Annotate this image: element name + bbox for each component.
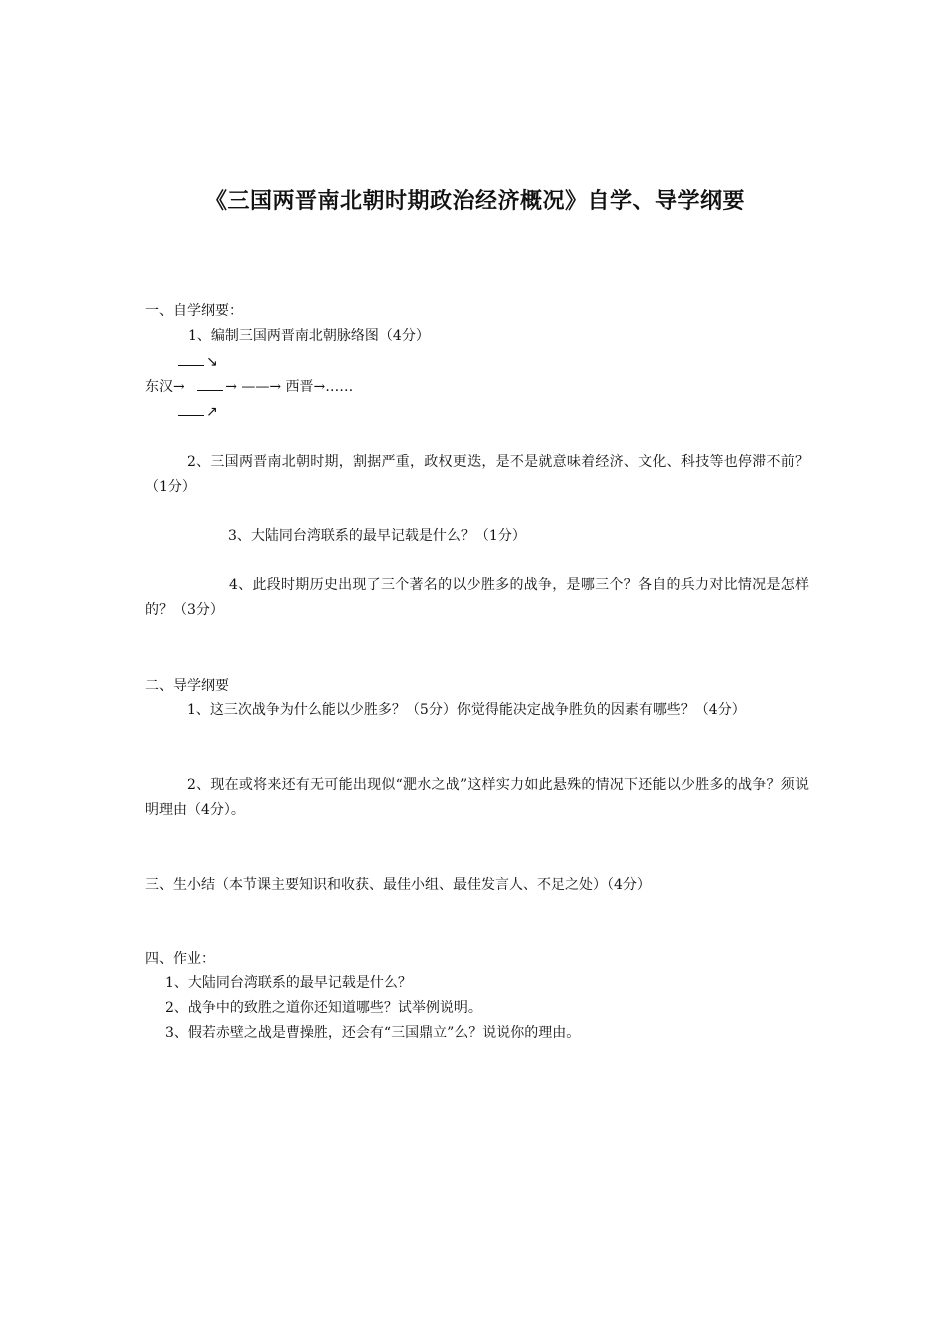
- section2-heading: 二、导学纲要: [145, 678, 229, 694]
- document-title: 《三国两晋南北朝时期政治经济概况》自学、导学纲要: [204, 188, 745, 214]
- section1-heading: 一、自学纲要：: [145, 303, 243, 319]
- section1-question-1: 1、编制三国两晋南北朝脉络图（4分）: [188, 328, 430, 344]
- homework-item: 1、大陆同台湾联系的最早记载是什么？: [165, 975, 412, 991]
- homework-item: 3、假若赤壁之战是曹操胜，还会有“三国鼎立”么？说说你的理由。: [165, 1025, 581, 1041]
- section4-heading: 四、作业：: [145, 951, 215, 967]
- diagram-blank-bottom: [178, 403, 204, 416]
- section2-question-2: 2、现在或将来还有无可能出现似“淝水之战”这样实力如此悬殊的情况下还能以少胜多的战争？须说明理由（4分）。: [145, 777, 809, 818]
- section1-question-4: 4、此段时期历史出现了三个著名的以少胜多的战争，是哪三个？各自的兵力对比情况是怎样的？（3分）: [145, 577, 809, 618]
- section1-question-3: 3、大陆同台湾联系的最早记载是什么？（1分）: [228, 528, 526, 544]
- diagram-middle-chain: → ——→ 西晋→……: [225, 379, 354, 395]
- arrow-down-right-icon: ↘: [206, 354, 218, 370]
- diagram-top-branch: [178, 352, 218, 372]
- diagram-bottom-branch: [178, 402, 218, 422]
- section1-question-2: 2、三国两晋南北朝时期，割据严重，政权更迭，是不是就意味着经济、文化、科技等也停滞不前？（1分）: [145, 454, 809, 495]
- section3-heading: 三、生小结（本节课主要知识和收获、最佳小组、最佳发言人、不足之处）（4分）: [145, 877, 651, 893]
- diagram-blank-top: [178, 353, 204, 366]
- arrow-up-right-icon: ↗: [206, 404, 218, 420]
- diagram-main-row: [145, 377, 353, 397]
- diagram-start: 东汉→: [145, 379, 185, 395]
- diagram-blank-middle: [197, 378, 223, 391]
- section2-question-1: 1、这三次战争为什么能以少胜多？（5分）你觉得能决定战争胜负的因素有哪些？（4分）: [187, 702, 746, 718]
- homework-item: 2、战争中的致胜之道你还知道哪些？试举例说明。: [165, 1000, 482, 1016]
